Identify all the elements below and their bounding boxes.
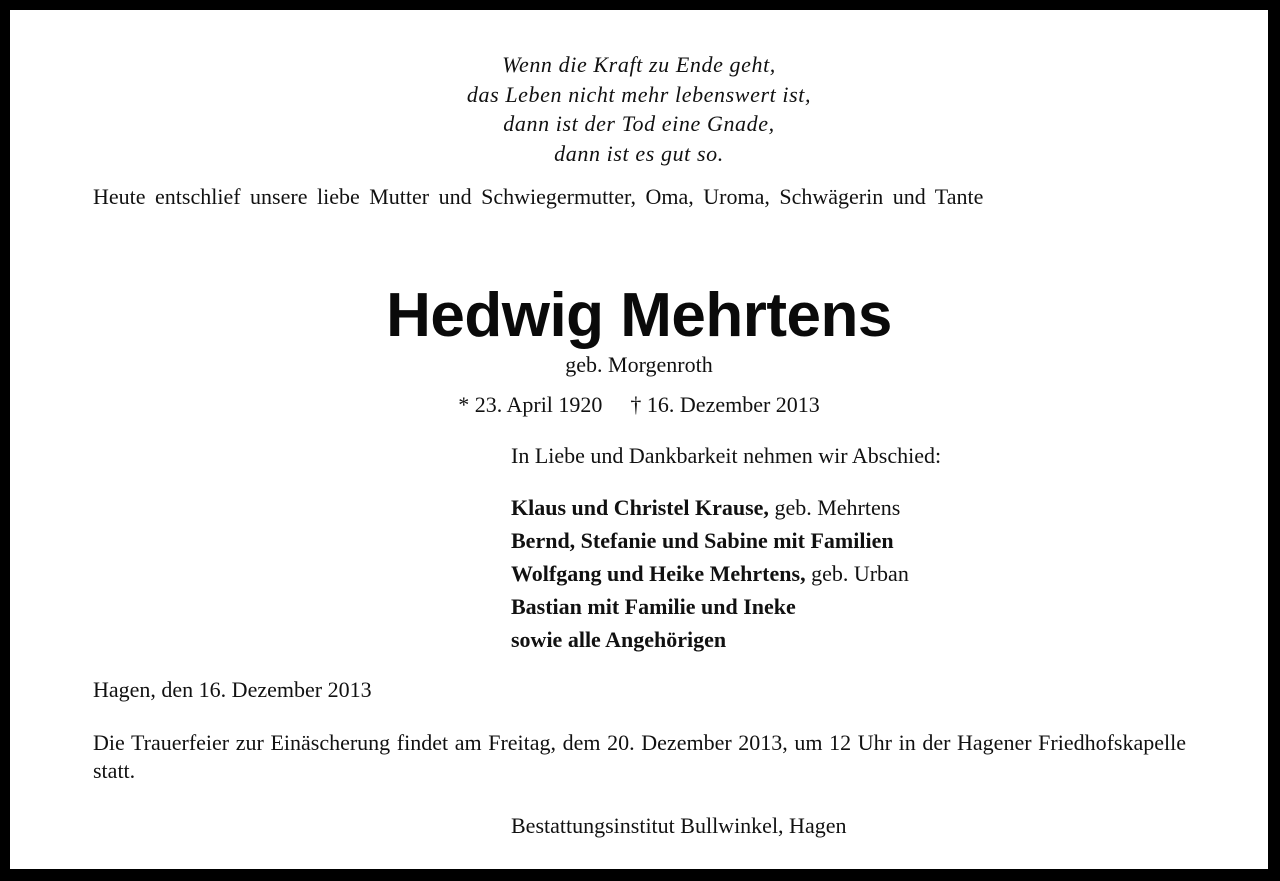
mourner-entry [511, 623, 909, 656]
poem-line: Wenn die Kraft zu Ende geht, [502, 52, 776, 77]
undertaker-name: Bestattungsinstitut Bullwinkel, Hagen [511, 813, 847, 838]
mourner-name: Bernd, Stefanie und Sabine mit Familien [511, 528, 894, 553]
poem-line: dann ist es gut so. [554, 140, 724, 166]
life-dates [10, 391, 1268, 419]
maiden-name: geb. Morgenroth [565, 352, 713, 377]
poem-line: das Leben nicht mehr lebenswert ist, [466, 81, 812, 107]
mourner-note: geb. Mehrtens [768, 495, 901, 520]
deceased-name: Hedwig Mehrtens [386, 281, 892, 350]
mourner-name: Klaus und Christel Krause, [511, 495, 769, 520]
ceremony-text: Die Trauerfeier zur Einäscherung findet am Freitag, dem 20. Dezember 2013, um 12 Uhr in der Hagener Friedhofskapelle statt. [93, 730, 1186, 783]
mourner-entry [511, 590, 909, 623]
mourner-name: Bastian mit Familie und Ineke [511, 594, 796, 619]
place-date: Hagen, den 16. Dezember 2013 [93, 677, 372, 702]
mourner-name: sowie alle Angehörigen [511, 627, 727, 652]
farewell-line: In Liebe und Dankbarkeit nehmen wir Abschied: [511, 443, 942, 468]
intro-text: Heute entschlief unsere liebe Mutter und Schwiegermutter, Oma, Uroma, Schwägerin und Tante [93, 184, 984, 209]
mourner-entry [511, 491, 909, 524]
death-date: † 16. Dezember 2013 [630, 392, 820, 417]
poem-line: dann ist der Tod eine Gnade, [503, 111, 775, 136]
mourners-list [511, 491, 909, 656]
birth-date: * 23. April 1920 [458, 392, 603, 417]
obituary-notice [10, 10, 1268, 869]
mourner-name: Wolfgang und Heike Mehrtens, [511, 561, 806, 586]
mourner-note: geb. Urban [805, 561, 909, 586]
mourner-entry [511, 524, 909, 557]
memorial-poem [10, 50, 1268, 168]
mourner-entry [511, 557, 909, 590]
